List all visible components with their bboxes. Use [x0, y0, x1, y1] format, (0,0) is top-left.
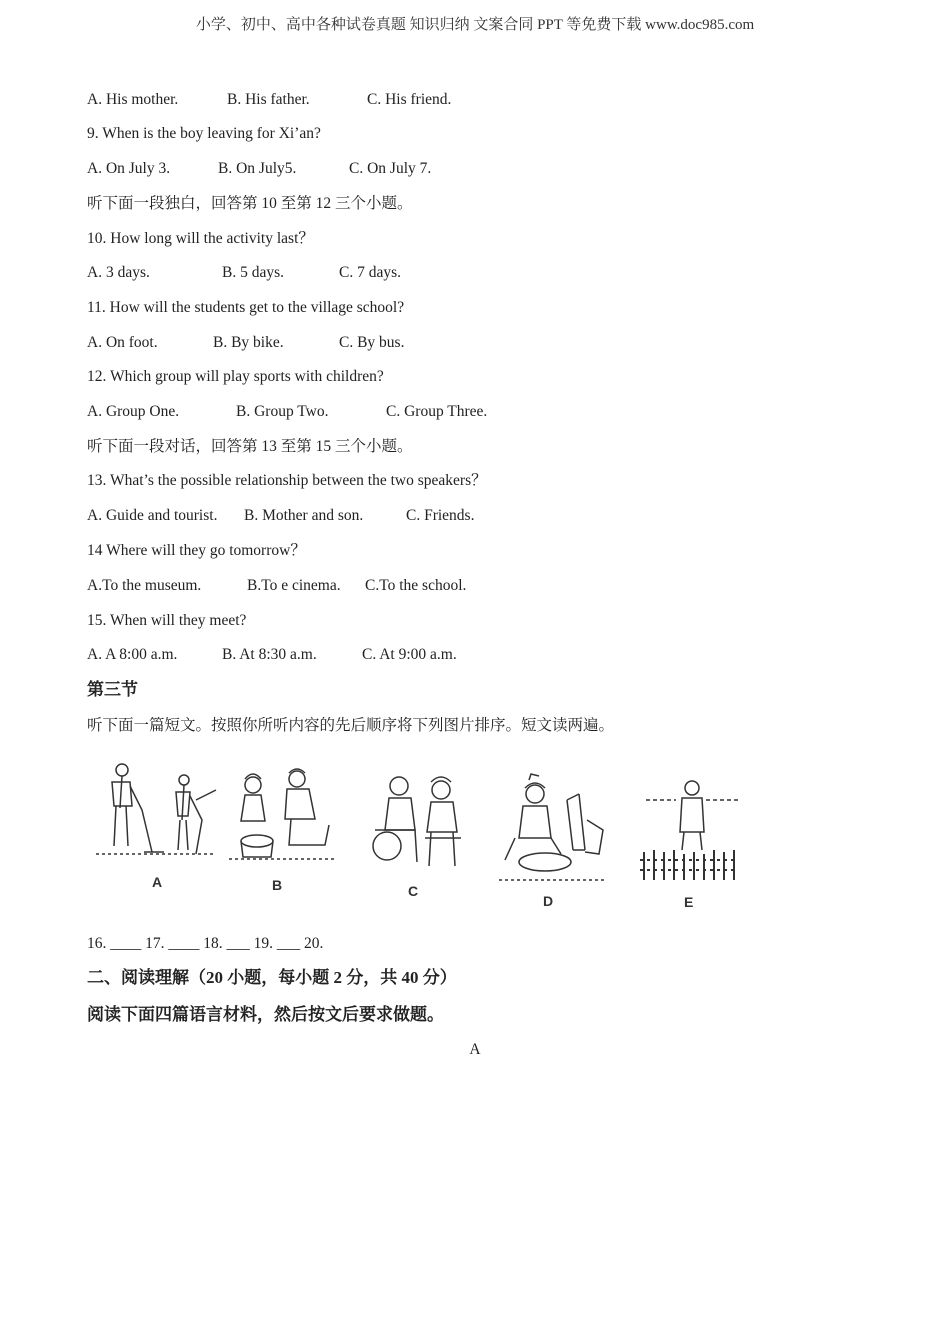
q13-options — [87, 506, 474, 526]
q8-options — [87, 90, 451, 110]
q11-stem: 11. How will the students get to the village school? — [87, 299, 405, 316]
picture-c — [365, 768, 473, 872]
option-b: B. His father. — [227, 91, 310, 108]
option-c: C. His friend. — [367, 91, 452, 108]
part2-instruction: 阅读下面四篇语言材料，然后按文后要求做题。 — [87, 1005, 444, 1024]
option-c: C. Friends. — [406, 507, 475, 524]
option-a: A. On July 3. — [87, 160, 171, 177]
picture-e — [636, 778, 744, 882]
picture-label-b: B — [272, 877, 283, 893]
option-a: A.To the museum. — [87, 577, 202, 594]
option-c: C. At 9:00 a.m. — [362, 646, 457, 663]
option-c: C. 7 days. — [339, 264, 401, 281]
q10-stem: 10. How long will the activity last？ — [87, 230, 314, 247]
q11-options — [87, 333, 404, 353]
q15-options — [87, 645, 457, 665]
option-b: B. Mother and son. — [244, 507, 364, 524]
picture-d — [495, 770, 611, 890]
option-a: A. A 8:00 a.m. — [87, 646, 178, 663]
option-c: C. By bus. — [339, 334, 405, 351]
option-a: A. His mother. — [87, 91, 179, 108]
intro-10-12: 听下面一段独白，回答第 10 至第 12 三个小题。 — [87, 195, 413, 212]
q15-stem: 15. When will they meet? — [87, 612, 247, 629]
option-b: B. 5 days. — [222, 264, 284, 281]
q9-options — [87, 159, 431, 179]
option-c: C.To the school. — [365, 577, 467, 594]
q14-stem: 14 Where will they go tomorrow？ — [87, 542, 306, 559]
q9-stem: 9. When is the boy leaving for Xi’an? — [87, 125, 321, 142]
section3-title: 第三节 — [87, 680, 138, 699]
part2-title: 二、阅读理解（20 小题，每小题 2 分，共 40 分） — [87, 968, 457, 987]
option-b: B. At 8:30 a.m. — [222, 646, 317, 663]
option-a: A. Guide and tourist. — [87, 507, 218, 524]
option-b: B.To e cinema. — [247, 577, 341, 594]
picture-label-c: C — [408, 883, 419, 899]
picture-label-a: A — [152, 874, 163, 890]
option-c: C. Group Three. — [386, 403, 488, 420]
picture-b — [225, 765, 340, 863]
q12-options — [87, 402, 487, 422]
q12-stem: 12. Which group will play sports with children? — [87, 368, 384, 385]
intro-13-15: 听下面一段对话，回答第 13 至第 15 三个小题。 — [87, 438, 413, 455]
page-header: 小学、初中、高中各种试卷真题 知识归纳 文案合同 PPT 等免费下载 www.doc985.com — [195, 17, 755, 33]
option-b: B. On July5. — [218, 160, 297, 177]
option-b: B. By bike. — [213, 334, 284, 351]
answer-blanks: 16. ____ 17. ____ 18. ___ 19. ___ 20. — [87, 935, 324, 952]
passage-label: A — [469, 1041, 481, 1058]
q13-stem: 13. What’s the possible relationship between the two speakers？ — [87, 472, 487, 489]
option-a: A. On foot. — [87, 334, 158, 351]
picture-label-e: E — [684, 894, 694, 910]
q14-options — [87, 576, 466, 596]
q10-options — [87, 263, 401, 283]
picture-a — [92, 760, 220, 864]
option-b: B. Group Two. — [236, 403, 329, 420]
option-a: A. Group One. — [87, 403, 180, 420]
option-a: A. 3 days. — [87, 264, 150, 281]
option-c: C. On July 7. — [349, 160, 432, 177]
picture-label-d: D — [543, 893, 554, 909]
section3-instruction: 听下面一篇短文。按照你所听内容的先后顺序将下列图片排序。短文读两遍。 — [87, 717, 615, 734]
